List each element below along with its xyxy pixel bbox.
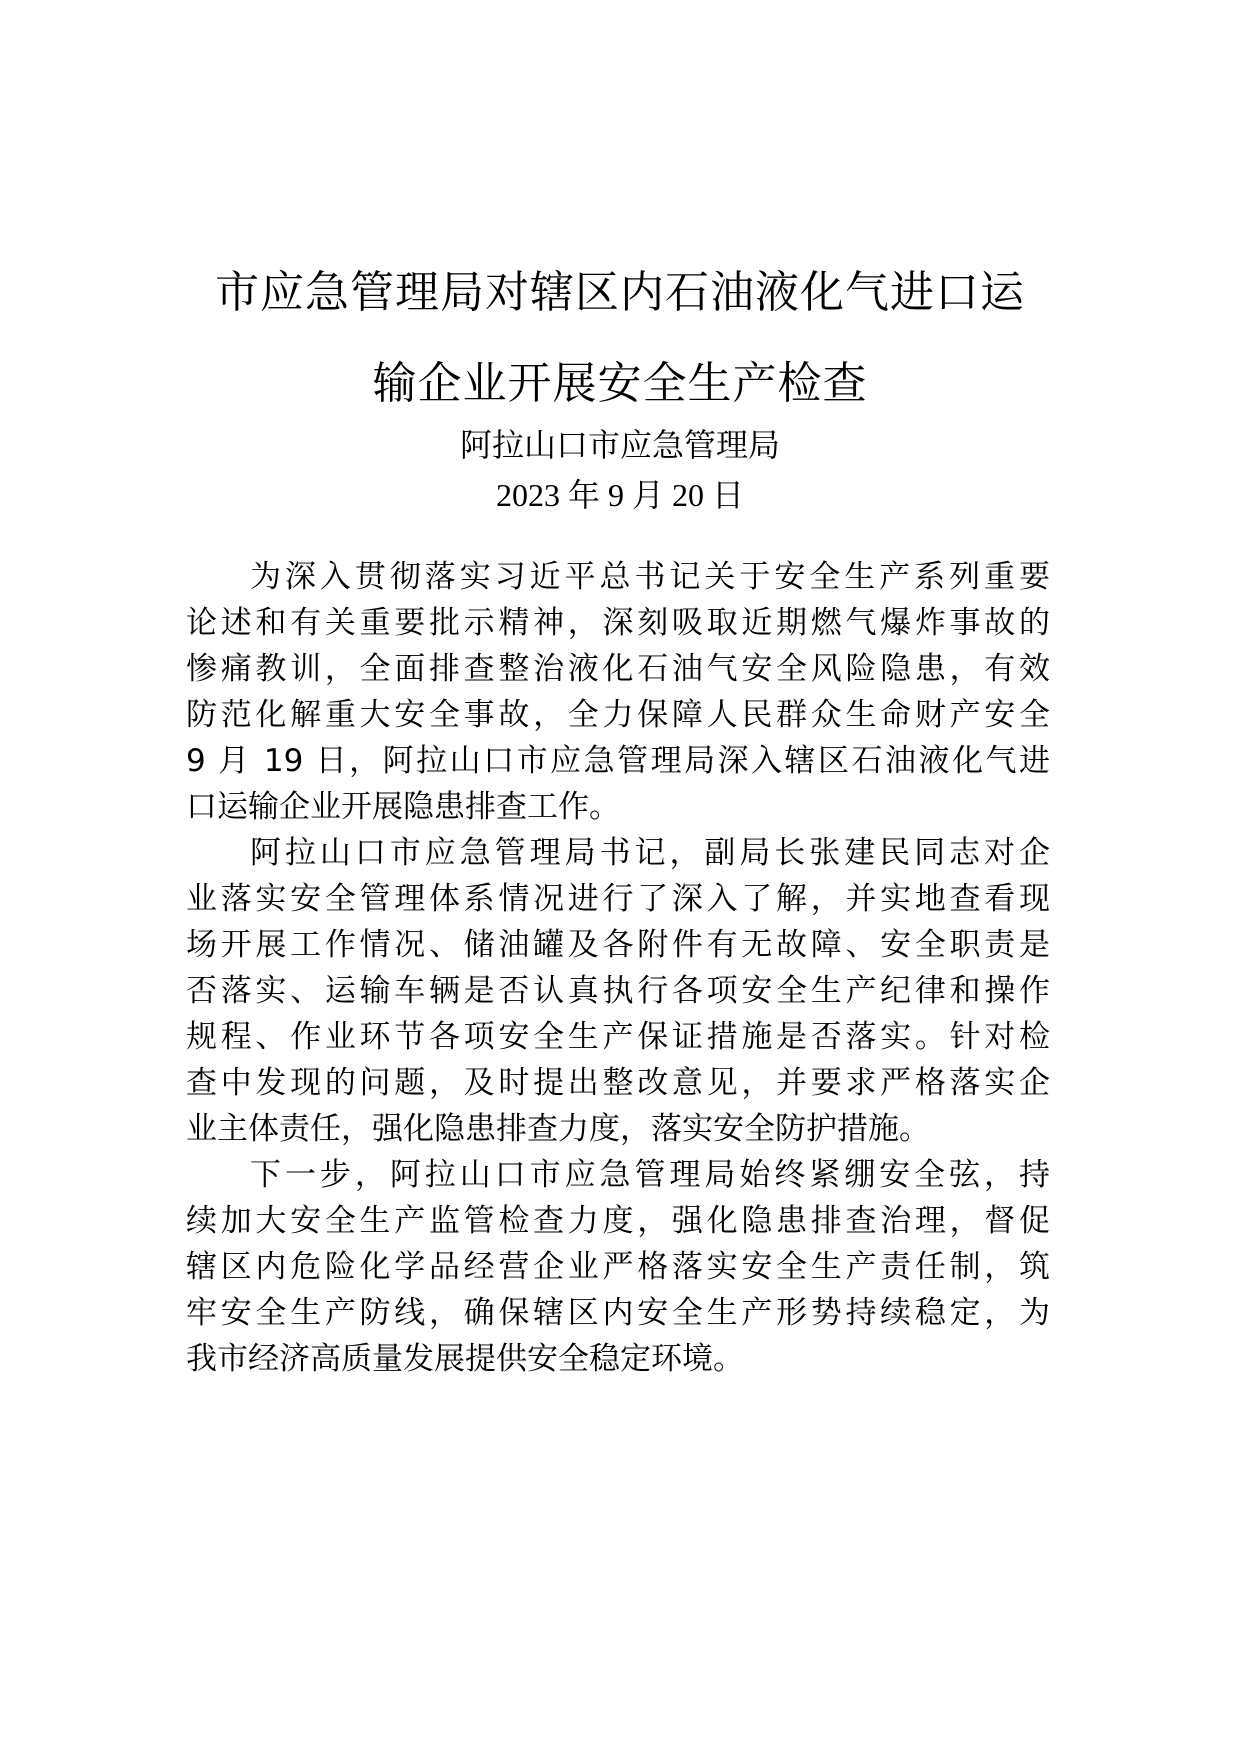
document-body bbox=[186, 554, 1050, 1382]
paragraph-line: 我市经济高质量发展提供安全稳定环境。 bbox=[186, 1341, 744, 1377]
paragraph-line: 口运输企业开展隐患排查工作。 bbox=[186, 789, 620, 825]
paragraph-line: 论述和有关重要批示精神，深刻吸取近期燃气爆炸事故的 bbox=[186, 605, 1050, 641]
paragraph-line: 9 月 19 日，阿拉山口市应急管理局深入辖区石油液化气进 bbox=[186, 743, 1050, 779]
paragraph-line: 业主体责任，强化隐患排查力度，落实安全防护措施。 bbox=[186, 1111, 930, 1147]
paragraph-line: 规程、作业环节各项安全生产保证措施是否落实。针对检 bbox=[186, 1019, 1050, 1055]
document-title-line-1: 市应急管理局对辖区内石油液化气进口运 bbox=[215, 267, 1025, 318]
issuer-name: 阿拉山口市应急管理局 bbox=[459, 426, 780, 464]
publish-date: 2023 年 9 月 20 日 bbox=[495, 477, 744, 513]
document-title-line-2: 输企业开展安全生产检查 bbox=[372, 358, 868, 409]
paragraph-line: 牢安全生产防线，确保辖区内安全生产形势持续稳定，为 bbox=[186, 1295, 1050, 1331]
paragraph-line: 防范化解重大安全事故，全力保障人民群众生命财产安全 bbox=[186, 697, 1050, 733]
paragraph-line: 惨痛教训，全面排查整治液化石油气安全风险隐患，有效 bbox=[186, 651, 1050, 687]
paragraph-line: 业落实安全管理体系情况进行了深入了解，并实地查看现 bbox=[186, 881, 1050, 917]
paragraph-line: 为深入贯彻落实习近平总书记关于安全生产系列重要 bbox=[250, 559, 1050, 595]
paragraph-line: 辖区内危险化学品经营企业严格落实安全生产责任制，筑 bbox=[186, 1249, 1050, 1285]
paragraph-line: 续加大安全生产监管检查力度，强化隐患排查治理，督促 bbox=[186, 1203, 1050, 1239]
paragraph-line: 查中发现的问题，及时提出整改意见，并要求严格落实企 bbox=[186, 1065, 1050, 1101]
paragraph-2 bbox=[186, 830, 1050, 1152]
paragraph-3 bbox=[186, 1152, 1050, 1382]
paragraph-line: 否落实、运输车辆是否认真执行各项安全生产纪律和操作 bbox=[186, 973, 1050, 1009]
paragraph-line: 阿拉山口市应急管理局书记，副局长张建民同志对企 bbox=[250, 835, 1050, 871]
paragraph-line: 场开展工作情况、储油罐及各附件有无故障、安全职责是 bbox=[186, 927, 1050, 963]
paragraph-1 bbox=[186, 554, 1050, 830]
paragraph-line: 下一步，阿拉山口市应急管理局始终紧绷安全弦，持 bbox=[250, 1157, 1050, 1193]
